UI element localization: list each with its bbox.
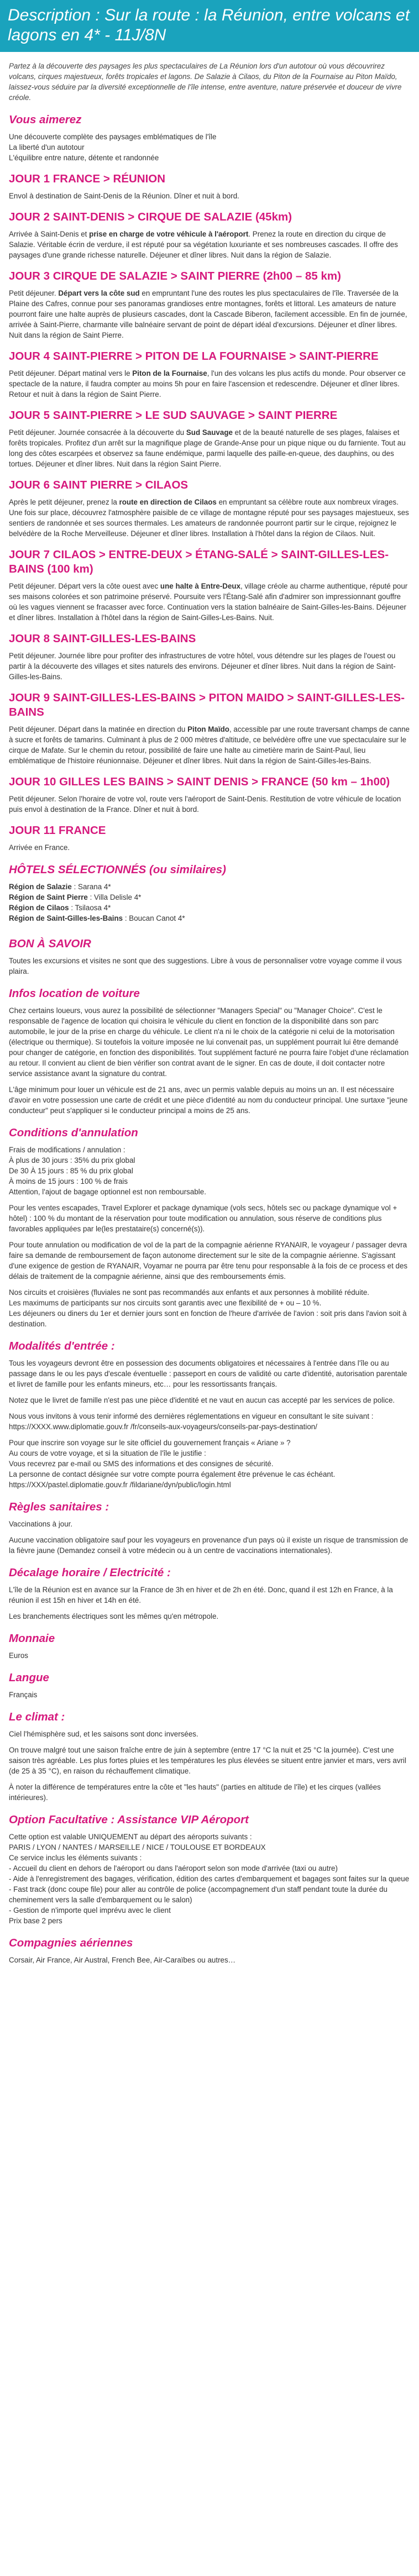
day-text: et de la beauté naturelle de ses plages, falaises et forêts tropicales. Profitez d'un arrêt sur la magnifique plage de Grande-Anse pour un pique nique ou du farniente. Tout au long des côtes escarpées et observez sa faune endémique, parmi laquelle des paille-en-queue, des dauphins, ou des tortues. Déjeuner et dîner libres. Nuit dans la région Saint Pierre.	[9, 428, 406, 468]
decalage-paragraph: L'île de la Réunion est en avance sur la France de 3h en hiver et de 2h en été. Donc, quand il est 12h en France, à la réunion il est 15h en hiver et 14h en été.	[9, 1586, 393, 1604]
hotel-name: : Villa Delisle 4*	[87, 893, 142, 901]
hotel-row	[9, 882, 410, 892]
sanitaires-paragraph: Vaccinations à jour.	[9, 1520, 73, 1528]
hotel-row	[9, 892, 410, 903]
day-heading: JOUR 8 SAINT-GILLES-LES-BAINS	[9, 632, 196, 645]
list-item: Une découverte complète des paysages emblématiques de l'île	[9, 133, 217, 141]
day-heading: JOUR 7 CILAOS > ENTRE-DEUX > ÉTANG-SALÉ > SAINT-GILLES-LES-BAINS (100 km)	[9, 548, 389, 575]
list-item: À moins de 15 jours : 100 % de frais	[9, 1177, 128, 1185]
langue-text: Français	[9, 1691, 38, 1699]
decalage-heading: Décalage horaire / Electricité :	[9, 1566, 171, 1579]
list-item: Nos circuits et croisières (fluviales ne sont pas recommandés aux enfants et aux personnes à mobilité réduite.	[9, 1288, 369, 1297]
day-heading: JOUR 5 SAINT-PIERRE > LE SUD SAUVAGE > SAINT PIERRE	[9, 409, 338, 422]
main-content	[0, 61, 419, 1965]
climat-paragraph: On trouve malgré tout une saison fraîche entre de juin à septembre (entre 17 °C la nuit et 25 °C la journée). C'est une saison très agréable. Les plus fortes pluies et les températures les plus élevées se situent entre janvier et mars, vers avril (de 25 à 35 °C), en raison du réchauffement climatique.	[9, 1746, 406, 1775]
day-highlight: Piton de la Fournaise	[132, 369, 207, 377]
day-highlight: Piton Maïdo	[187, 725, 229, 733]
monnaie-heading: Monnaie	[9, 1632, 55, 1645]
list-item: Attention, l'ajout de bagage optionnel est non remboursable.	[9, 1188, 206, 1196]
day-paragraph	[9, 842, 410, 853]
day-text: . Prenez la route en direction du cirque de Salazie. Véritable écrin de verdure, il est réputé pour sa végétation luxuriante et ses nombreuses cascades. Il offre des paysages d'une grande richesse naturelle. Déjeuner et dîner libres. Nuit dans la région de Salazie.	[9, 230, 398, 259]
hotel-row	[9, 913, 410, 924]
day-paragraph	[9, 724, 410, 766]
day-text: Petit déjeuner. Départ vers la côte ouest avec	[9, 582, 160, 590]
day-paragraph	[9, 229, 410, 260]
day-highlight: route en direction de Cilaos	[119, 498, 217, 506]
list-item: Frais de modifications / annulation :	[9, 1146, 125, 1154]
day-text: Arrivée en France.	[9, 843, 70, 852]
vip-list	[9, 1832, 410, 1926]
vous-aimerez-list	[9, 132, 410, 163]
list-item: Les maximums de participants sur nos circuits sont garantis avec une flexibilité de + ou – 10 %.	[9, 1299, 322, 1307]
day-text: Petit déjeuner. Selon l'horaire de votre vol, route vers l'aéroport de Saint-Denis. Restitution de votre véhicule de location puis envol à destination de la France. Dîner et nuit à bord.	[9, 795, 401, 814]
day-heading: JOUR 11 FRANCE	[9, 824, 106, 837]
hotel-region: Région de Saint-Gilles-les-Bains	[9, 914, 123, 922]
location-heading: Infos location de voiture	[9, 987, 140, 1000]
day-text: Petit déjeuner.	[9, 289, 59, 297]
annulation-list	[9, 1145, 410, 1197]
sanitaires-paragraph: Aucune vaccination obligatoire sauf pour les voyageurs en provenance d'un pays où il existe un risque de transmission de la fièvre jaune (Demandez conseil à votre médecin ou à un centre de vaccinations internationales).	[9, 1536, 408, 1555]
day-heading: JOUR 9 SAINT-GILLES-LES-BAINS > PITON MAIDO > SAINT-GILLES-LES-BAINS	[9, 691, 405, 718]
day-text: , l'un des volcans les plus actifs du monde. Pour observer ce spectacle de la nature, il faudra compter au moins 5h pour en faire l'ascension et redescendre. Déjeuner et dîner libres. Retour et nuit à dans la région de Saint Pierre.	[9, 369, 406, 398]
hotel-region: Région de Saint Pierre	[9, 893, 88, 901]
day-paragraph	[9, 191, 410, 201]
banner-title: Description : Sur la route : la Réunion, entre volcans et lagons en 4* - 11J/8N	[8, 6, 410, 44]
list-item: Ce service inclus les éléments suivants :	[9, 1854, 142, 1862]
day-heading: JOUR 2 SAINT-DENIS > CIRQUE DE SALAZIE (45km)	[9, 211, 292, 223]
day-paragraph	[9, 581, 410, 623]
day-heading: JOUR 6 SAINT PIERRE > CILAOS	[9, 479, 188, 491]
location-paragraph: L'âge minimum pour louer un véhicule est de 21 ans, avec un permis valable depuis au moins un an. Il est nécessaire d'avoir en votre possession une carte de crédit et une pièce d'identité au nom du conducteur principal. Une surtaxe "jeune conducteur" peut s'appliquer si le conducteur principal a moins de 25 ans.	[9, 1085, 408, 1115]
annulation-notes	[9, 1287, 410, 1329]
bon-a-savoir-text: Toutes les excursions et visites ne sont que des suggestions. Libre à vous de personnaliser votre voyage comme il vous plaira.	[9, 957, 402, 975]
day-text: Après le petit déjeuner, prenez la	[9, 498, 119, 506]
hotel-name: : Boucan Canot 4*	[123, 914, 185, 922]
list-item: Cette option est valable UNIQUEMENT au départ des aéroports suivants :	[9, 1833, 252, 1841]
day-text: , accessible par une route traversant champs de canne à sucre et forêts de tamarins. Culminant à plus de 2 000 mètres d'altitude, ce belvédère offre une vue spectaculaire sur le cirque de Mafate. Sur le chemin du retour, possibilité de faire une halte au cimetière marin de Saint-Paul, lieu emblématique de l'histoire réunionnaise. Déjeuner et dîner libres. Nuit dans la région de Saint-Gilles-les-Bains.	[9, 725, 410, 765]
modalites-heading: Modalités d'entrée :	[9, 1340, 115, 1352]
annulation-heading: Conditions d'annulation	[9, 1126, 138, 1139]
monnaie-text: Euros	[9, 1651, 28, 1660]
list-item: De 30 À 15 jours : 85 % du prix global	[9, 1167, 133, 1175]
climat-heading: Le climat :	[9, 1711, 65, 1723]
location-paragraph: Chez certains loueurs, vous aurez la possibilité de sélectionner "Managers Special" ou "Manager Choice". C'est le responsable de l'agence de location qui choisira le véhicule du client en fonction de la disponibilité dans son parc automobile, le jour de la prise en charge du véhicule. Le client n'a ni le choix de la catégorie ni celui de la motorisation (électrique ou thermique). Si toutefois la voiture imposée ne lui convenait pas, un supplément pourrait lui être demandé pour changer de catégorie, en fonction des disponibilités. Tout supplément facturé ne pourra faire l'objet d'une réclamation au retour. Il convient au client de bien vérifier son contrat avant de le signer. En cas de doute, il doit contacter notre service assistance avant la signature du contrat.	[9, 1006, 409, 1078]
day-text: Petit déjeuner. Départ dans la matinée en direction du	[9, 725, 188, 733]
list-item: - Accueil du client en dehors de l'aéroport ou dans l'aéroport selon son mode d'arrivée (taxi ou autre)	[9, 1864, 338, 1872]
list-item: À plus de 30 jours : 35% du prix global	[9, 1156, 135, 1164]
hotel-region: Région de Cilaos	[9, 904, 69, 912]
hotel-row	[9, 903, 410, 913]
list-item: Au cours de votre voyage, et si la situation de l'île le justifie :	[9, 1449, 206, 1457]
list-item: La liberté d'un autotour	[9, 143, 85, 151]
day-heading: JOUR 10 GILLES LES BAINS > SAINT DENIS > FRANCE (50 km – 1h00)	[9, 775, 390, 788]
day-paragraph	[9, 288, 410, 340]
intro-text: Partez à la découverte des paysages les plus spectaculaires de La Réunion lors d'un autotour où vous découvrirez volcans, cirques majestueux, forêts tropicales et lagons. De Salazie à Cilaos, du Piton de la Fournaise au Piton Maïdo, laissez-vous séduire par la diversité exceptionnelle de l'île intense, entre aventure, nature préservée et douceur de vivre créole.	[9, 62, 402, 102]
day-text: Petit déjeuner. Départ matinal vers le	[9, 369, 133, 377]
annulation-paragraph: Pour toute annulation ou modification de vol de la part de la compagnie aérienne RYANAIR, le voyageur / passager devra faire sa demande de remboursement de façon autonome directement sur le site de la compagnie aérienne. S'agissant d'une exigence de gestion de RYANAIR, Voyamar ne pourra par être tenu pour responsable à la fois de ce process et des délais de traitement de la compagnie aérienne, ainsi que des remboursements émis.	[9, 1241, 408, 1281]
bon-a-savoir-heading: BON À SAVOIR	[9, 937, 91, 950]
vous-aimerez-heading: Vous aimerez	[9, 113, 82, 126]
day-highlight: prise en charge de votre véhicule à l'aéroport	[89, 230, 249, 238]
modalites-paragraph: Notez que le livret de famille n'est pas une pièce d'identité et ne vaut en aucun cas accepté par les services de police.	[9, 1396, 395, 1404]
day-paragraph	[9, 794, 410, 815]
hotel-name: : Sarana 4*	[71, 883, 111, 891]
day-heading: JOUR 3 CIRQUE DE SALAZIE > SAINT PIERRE (2h00 – 85 km)	[9, 270, 341, 282]
day-text: Petit déjeuner. Journée libre pour profiter des infrastructures de votre hôtel, vous détendre sur les plages de l'ouest ou partir à la découverte des villages et sites naturels des environs. Déjeuner et dîner libres. Nuit dans la région de Saint-Gilles-les-Bains.	[9, 652, 396, 681]
day-paragraph	[9, 427, 410, 469]
compagnies-text: Corsair, Air France, Air Austral, French Bee, Air-Caraïbes ou autres…	[9, 1956, 236, 1964]
hotels-heading: HÔTELS SÉLECTIONNÉS (ou similaires)	[9, 863, 226, 876]
langue-heading: Langue	[9, 1671, 49, 1684]
day-text: Arrivée à Saint-Denis et	[9, 230, 90, 238]
climat-paragraph: À noter la différence de températures entre la côte et "les hauts" (parties en altitude de l'île) et les cirques (vallées intérieures).	[9, 1783, 381, 1802]
day-highlight: Départ vers la côte sud	[58, 289, 140, 297]
day-text: en empruntant sa célèbre route aux nombreux virages. Une fois sur place, découvrez l'atmosphère paisible de ce village de montagne réputé pour ses paysages majestueux, ses sentiers de randonnée et ses sources thermales. Les amateurs de randonnée pourront partir sur le cirque, rejoignez le belvédère de la Roche Merveilleuse. Déjeuner et dîner libres. Installation à l'hôtel dans la région de Cilaos. Nuit.	[9, 498, 409, 538]
day-highlight: une halte à Entre-Deux	[160, 582, 241, 590]
description-banner	[0, 0, 419, 52]
itinerary-days	[9, 172, 410, 853]
climat-paragraph: Ciel l'hémisphère sud, et les saisons sont donc inversées.	[9, 1730, 198, 1738]
list-item: Prix base 2 pers	[9, 1917, 62, 1925]
modalites-paragraph: Nous vous invitons à vous tenir informé des dernières réglementations en vigueur en consultant le site suivant : https://XXXX.www.diplomatie.gouv.fr /fr/conseils-aux-voyageurs/conseils-par-pays-destination/	[9, 1412, 374, 1431]
day-paragraph	[9, 497, 410, 539]
compagnies-heading: Compagnies aériennes	[9, 1937, 133, 1949]
annulation-paragraph: Pour les ventes escapades, Travel Explorer et package dynamique (vols secs, hôtels sec ou package dynamique vol + hôtel) : 100 % du montant de la réservation pour toute modification ou annulation, sous réserve de conditions plus favorables appliquées par le(les prestataire(s) concerné(s)).	[9, 1204, 397, 1233]
day-text: Petit déjeuner. Journée consacrée à la découverte du	[9, 428, 186, 437]
list-item: Les déjeuners ou diners du 1er et dernier jours sont en fonction de l'heure d'arrivée de l'avion : soit pris dans l'avion soit à destination.	[9, 1309, 407, 1328]
vip-heading: Option Facultative : Assistance VIP Aéroport	[9, 1813, 249, 1826]
day-text: Envol à destination de Saint-Denis de la Réunion. Dîner et nuit à bord.	[9, 192, 239, 200]
day-heading: JOUR 1 FRANCE > RÉUNION	[9, 172, 166, 185]
hotel-region: Région de Salazie	[9, 883, 72, 891]
list-item: - Aide à l'enregistrement des bagages, vérification, édition des cartes d'embarquement et bagages sont faites sur la queue	[9, 1875, 410, 1883]
list-item: L'équilibre entre nature, détente et randonnée	[9, 154, 159, 162]
modalites-paragraph: Tous les voyageurs devront être en possession des documents obligatoires et nécessaires à l'entrée dans l'île ou au passage dans le ou les pays d'escale éventuelle : passeport en cours de validité ou carte d'identité, autorisation parentale et livret de famille pour les enfants mineurs, etc… pour les ressortissants français.	[9, 1359, 407, 1388]
day-paragraph	[9, 650, 410, 682]
day-text: , village créole au charme authentique, réputé pour ses maisons colorées et son patrimoine préservé. Poursuite vers l'Étang-Salé afin d'admirer son impressionnant gouffre où les vagues viennent se fracasser avec force. Continuation vers la station balnéaire de Saint-Gilles-les-Bains. Déjeuner et dîner libres. Installation à l'hôtel dans la région de Saint-Gilles-Les-Bains. Nuit.	[9, 582, 408, 622]
day-text: en empruntant l'une des routes les plus spectaculaires de l'île. Traversée de la Plaine des Cafres, connue pour ses panoramas grandioses entre montagnes, forêts et littoral. Les amateurs de nature pourront faire une halte auprès de plusieurs cascades, dont la Cascade Biberon, facilement accessible. En fin de journée, arrivée à Saint-Pierre, charmante ville balnéaire servant de point de départ idéal d'excursions. Déjeuner et dîner libres. Nuit dans la région de Saint Pierre.	[9, 289, 407, 339]
day-heading: JOUR 4 SAINT-PIERRE > PITON DE LA FOURNAISE > SAINT-PIERRE	[9, 350, 379, 363]
list-item: - Gestion de n'importe quel imprévu avec le client	[9, 1906, 171, 1914]
hotel-name: : Tsilaosa 4*	[69, 904, 111, 912]
day-highlight: Sud Sauvage	[186, 428, 233, 437]
day-paragraph	[9, 368, 410, 400]
list-item: Vous recevrez par e-mail ou SMS des informations et des consignes de sécurité.	[9, 1460, 274, 1468]
list-item: Pour que inscrire son voyage sur le site officiel du gouvernement français « Ariane » ?	[9, 1439, 291, 1447]
list-item: - Fast track (donc coupe file) pour aller au contrôle de police (accompagnement d'un staff pendant toute la durée du cheminement vers la salle d'embarquement ou le salon)	[9, 1885, 387, 1904]
decalage-paragraph: Les branchements électriques sont les mêmes qu'en métropole.	[9, 1612, 219, 1620]
modalites-list	[9, 1437, 410, 1490]
ariane-link[interactable]: https://XXX/pastel.diplomatie.gouv.fr /fildariane/dyn/public/login.html	[9, 1481, 231, 1489]
list-item: La personne de contact désignée sur votre compte pourra également être prévenue le cas échéant.	[9, 1470, 336, 1478]
hotels-list	[9, 882, 410, 927]
list-item: PARIS / LYON / NANTES / MARSEILLE / NICE / TOULOUSE ET BORDEAUX	[9, 1843, 266, 1851]
sanitaires-heading: Règles sanitaires :	[9, 1501, 109, 1513]
